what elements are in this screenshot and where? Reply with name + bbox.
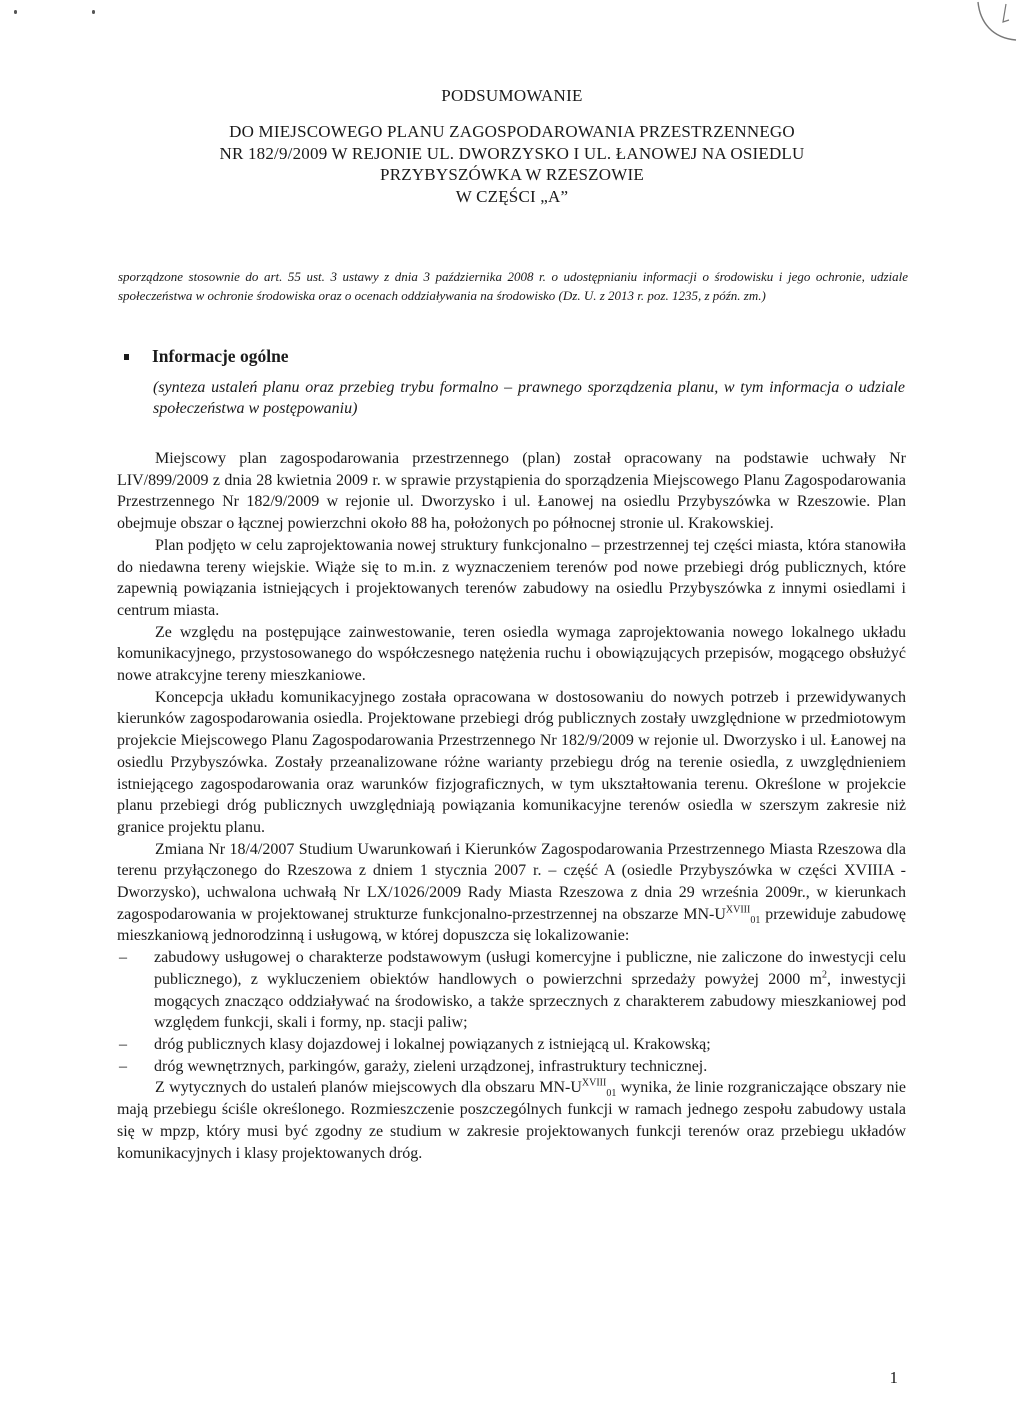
paragraph: Miejscowy plan zagospodarowania przestrzennego (plan) został opracowany na podstawie uchwały Nr LIV/899/2009 z dnia 28 kwietnia 2009 r. w sprawie przystąpienia do sporządzenia Miejscowego Planu Zagospodarowania Przestrzennego Nr 182/9/2009 w rejonie ul. Dworzysko i ul. Łanowej na osiedlu Przybyszówka w Rzeszowie. Plan obejmuje obszar o łącznej powierzchni około 88 ha, położonych po północnej stronie ul. Krakowskiej. xyxy=(117,450,906,533)
subtitle-line: W CZĘŚCI „A” xyxy=(455,186,569,206)
list-item xyxy=(117,1056,906,1078)
superscript: XVIII xyxy=(725,904,751,916)
list-item-text: dróg publicznych klasy dojazdowej i lokalnej powiązanych z istniejącą ul. Krakowską; xyxy=(154,1035,711,1053)
subtitle-line: PRZYBYSZÓWKA W RZESZOWIE xyxy=(380,165,644,184)
dash-marker: – xyxy=(119,1035,127,1053)
section-summary: (synteza ustaleń planu oraz przebieg trybu formalno – prawnego sporządzenia planu, w tym informacja o udziale społeczeństwa w postępowaniu) xyxy=(153,379,905,417)
document-body xyxy=(117,448,906,1164)
paragraph-text: Zmiana Nr 18/4/2007 Studium Uwarunkowań i Kierunków Zagospodarowania Przestrzennego Miasta Rzeszowa dla terenu przyłączonego do Rzeszowa z dniem 1 stycznia 2007 r. – część A (osiedle Przybyszówka w części XVIIIA - Dworzysko), uchwalona uchwałą Nr LX/1026/2009 Rady Miasta Rzeszowa z dnia 29 września 2009r., w kierunkach zagospodarowania w projektowanej strukturze funkcjonalno-przestrzennej na obszarze MN-U xyxy=(117,840,906,923)
dash-marker: – xyxy=(119,1057,127,1075)
list-item-text: zabudowy usługowej o charakterze podstawowym (usługi komercyjne i publiczne, nie zaliczone do inwestycji celu publicznego), z wykluczeniem obiektów handlowych o powierzchni sprzedaży powyżej 2000 m xyxy=(154,949,906,988)
subtitle-line: DO MIEJSCOWEGO PLANU ZAGOSPODAROWANIA PRZESTRZENNEGO xyxy=(229,122,795,141)
legal-basis: sporządzone stosownie do art. 55 ust. 3 ustawy z dnia 3 października 2008 r. o udostępnianiu informacji o środowisku i jego ochronie, udziale społeczeństwa w ochronie środowiska oraz o ocenach oddziaływania na środowisko (Dz. U. z 2013 r. poz. 1235, z późn. zm.) xyxy=(118,269,908,303)
paragraph: Ze względu na postępujące zainwestowanie, teren osiedla wymaga zaprojektowania nowego lokalnego układu komunikacyjnego, przystosowanego do współczesnego natężenia ruchu i obowiązujących przepisów, mogącego obsłużyć nowe atrakcyjne tereny mieszkaniowe. xyxy=(117,623,906,685)
stamp-mark xyxy=(976,0,1018,42)
scan-mark xyxy=(92,10,95,14)
bullet-icon xyxy=(124,354,129,360)
document-title-block xyxy=(60,86,964,207)
list-item xyxy=(117,947,906,1034)
paragraph-text: wynika, że linie rozgraniczające obszary nie mają przebiegu ściśle określonego. Rozmieszczenie poszczególnych funkcji w ramach jednego zespołu zabudowy ustala się w mpzp, który musi być zgodny ze studium w zakresie projektowanych funkcji terenów oraz przebiegu układów komunikacyjnych i klasy projektowanych dróg. xyxy=(117,1079,907,1162)
document-subtitle xyxy=(60,121,964,207)
paragraph-text: przewiduje zabudowę mieszkaniową jednorodzinną i usługową, w której dopuszcza się lokalizowanie: xyxy=(117,905,907,945)
dash-marker: – xyxy=(119,949,127,967)
subscript: 01 xyxy=(750,914,761,926)
list-item-text: , inwestycji mogących znacząco oddziaływać na środowisko, a także sprzecznych z charakterem zabudowy mieszkaniowej pod względem funkcji, skali i formy, np. stacji paliw; xyxy=(154,970,907,1032)
section-heading: Informacje ogólne xyxy=(152,346,289,366)
paragraph: Plan podjęto w celu zaprojektowania nowej struktury funkcjonalno – przestrzennej tej części miasta, która stanowiła do niedawna tereny wiejskie. Wiąże się to m.in. z wyznaczeniem terenów pod nowe przebiegi dróg publicznych, które zapewnią powiązania istniejących i projektowanych terenów zabudowy na osiedlu Przybyszówka z innymi osiedlami i centrum miasta. xyxy=(117,536,906,619)
section-heading-row xyxy=(124,346,289,367)
page-number: 1 xyxy=(889,1368,898,1387)
superscript: XVIII xyxy=(581,1078,607,1090)
subtitle-line: NR 182/9/2009 W REJONIE UL. DWORZYSKO I UL. ŁANOWEJ NA OSIEDLU xyxy=(219,143,805,163)
list-item xyxy=(117,1034,906,1056)
document-title: PODSUMOWANIE xyxy=(441,86,583,105)
subscript: 01 xyxy=(606,1088,617,1100)
paragraph xyxy=(117,1077,906,1164)
paragraph: Koncepcja układu komunikacyjnego została opracowana w dostosowaniu do nowych potrzeb i przewidywanych kierunków zagospodarowania osiedla. Projektowane przebiegi dróg publicznych zostały uwzględnione w przedmiotowym projekcie Miejscowego Planu Zagospodarowania Przestrzennego Nr 182/9/2009 w rejonie ul. Dworzysko i ul. Łanowej na osiedlu Przybyszówka. Zostały przeanalizowane różne warianty przebiegu dróg na terenie osiedla, z uwzględnieniem istniejącego zagospodarowania oraz warunków fizjograficznych, w tym ukształtowania terenu. Określone w projekcie planu przebiegi dróg publicznych uwzględniają powiązania komunikacyjne terenów osiedla w szerszym zakresie niż granice projektu planu. xyxy=(117,688,906,836)
allowed-uses-list xyxy=(117,947,906,1077)
list-item-text: dróg wewnętrznych, parkingów, garaży, zieleni urządzonej, infrastruktury technicznej. xyxy=(154,1057,708,1075)
paragraph xyxy=(117,839,906,948)
paragraph-text: Z wytycznych do ustaleń planów miejscowych dla obszaru MN-U xyxy=(155,1079,582,1097)
scan-mark xyxy=(14,10,17,14)
superscript: 2 xyxy=(821,969,827,981)
